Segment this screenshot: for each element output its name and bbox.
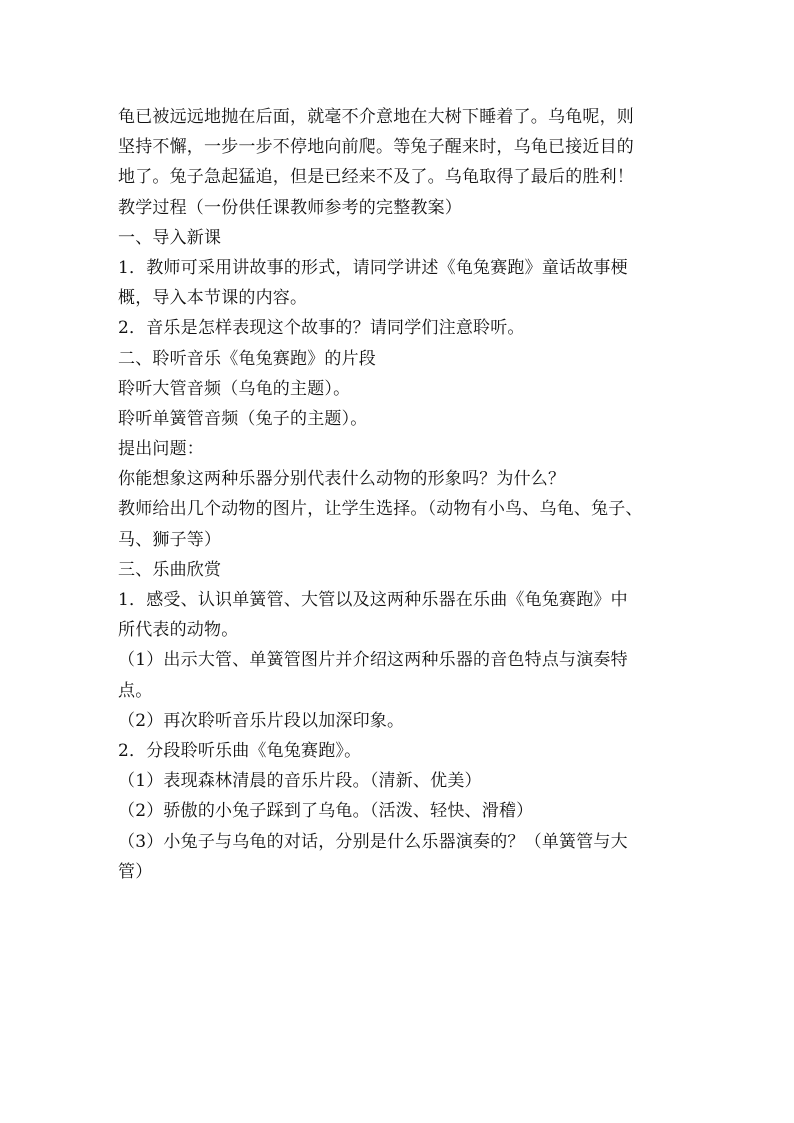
text-line: 聆听单簧管音频（兔子的主题）。 — [118, 408, 368, 429]
text-line: （2）再次聆听音乐片段以加深印象。 — [118, 710, 405, 731]
text-line: （2）骄傲的小兔子踩到了乌龟。（活泼、轻快、滑稽） — [118, 801, 534, 822]
text-line: 聆听大管音频（乌龟的主题）。 — [118, 378, 351, 399]
section-heading: 三、乐曲欣赏 — [118, 559, 222, 580]
text-line: 管） — [118, 861, 153, 882]
text-line: 提出问题： — [118, 439, 204, 460]
text-line: 2．分段聆听乐曲《龟兔赛跑》。 — [118, 740, 362, 761]
text-line: 你能想象这两种乐器分别代表什么动物的形象吗？为什么？ — [118, 469, 566, 490]
document-body — [118, 102, 680, 887]
text-line: （1）出示大管、单簧管图片并介绍这两种乐器的音色特点与演奏特 — [118, 650, 628, 671]
text-line: 地了。兔子急起猛追，但是已经来不及了。乌龟取得了最后的胜利！ — [118, 167, 634, 188]
section-heading: 一、导入新课 — [118, 227, 222, 248]
text-line: 教师给出几个动物的图片，让学生选择。（动物有小鸟、乌龟、兔子、 — [118, 499, 643, 520]
text-line: 所代表的动物。 — [118, 620, 239, 641]
text-line: 2．音乐是怎样表现这个故事的？请同学们注意聆听。 — [118, 318, 525, 339]
section-heading: 二、聆听音乐《龟兔赛跑》的片段 — [118, 348, 376, 369]
text-line: 概，导入本节课的内容。 — [118, 288, 308, 309]
text-line: 马、狮子等） — [118, 529, 222, 550]
text-line: （3）小兔子与乌龟的对话，分别是什么乐器演奏的？（单簧管与大 — [118, 831, 628, 852]
text-line: 1．教师可采用讲故事的形式，请同学讲述《龟兔赛跑》童话故事梗 — [118, 257, 628, 278]
text-line: 1．感受、认识单簧管、大管以及这两种乐器在乐曲《龟兔赛跑》中 — [118, 590, 628, 610]
text-line: 龟已被远远地抛在后面，就毫不介意地在大树下睡着了。乌龟呢，则 — [118, 107, 634, 127]
text-line: （1）表现森林清晨的音乐片段。（清新、优美） — [118, 771, 482, 792]
text-line: 坚持不懈，一步一步不停地向前爬。等兔子醒来时，乌龟已接近目的 — [118, 137, 634, 158]
section-heading: 教学过程（一份供任课教师参考的完整教案） — [118, 197, 462, 218]
text-line: 点。 — [118, 680, 153, 701]
